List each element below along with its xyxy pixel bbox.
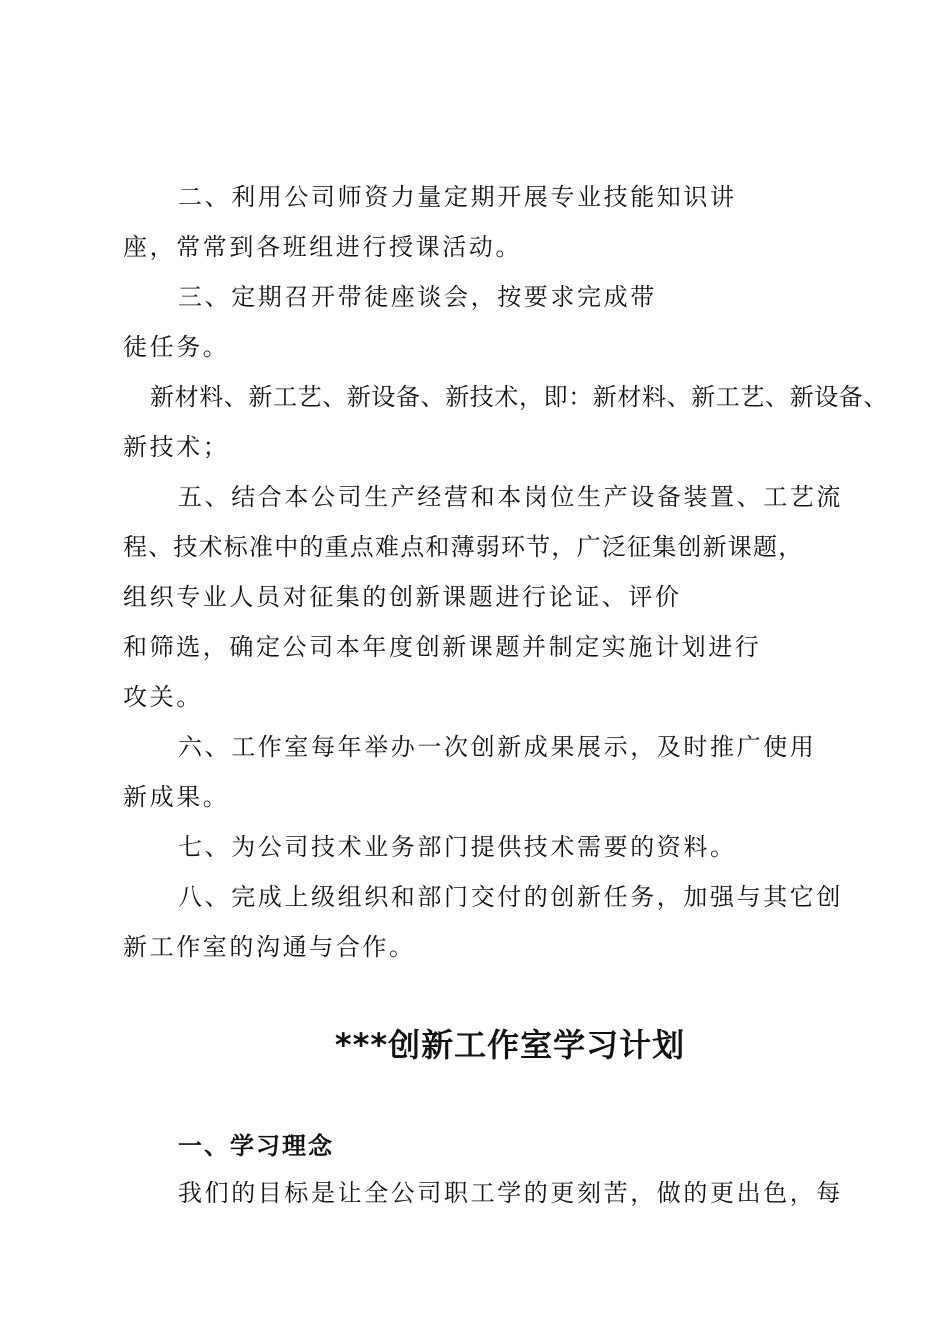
paragraph-8-line-2: 新工作室的沟通与合作。 — [123, 933, 416, 961]
paragraph-6-line-1: 六、工作室每年举办一次创新成果展示，及时推广使用 — [178, 733, 817, 761]
paragraph-3-line-1: 三、定期召开带徒座谈会，按要求完成带 — [178, 283, 657, 311]
paragraph-4-line-1: 新材料、新工艺、新设备、新技术，即：新材料、新工艺、新设备、 — [150, 383, 888, 411]
paragraph-7-line-1: 七、为公司技术业务部门提供技术需要的资料。 — [178, 833, 737, 861]
paragraph-4-line-2: 新技术； — [123, 433, 230, 461]
paragraph-8-line-1: 八、完成上级组织和部门交付的创新任务，加强与其它创 — [178, 883, 843, 911]
section-1-line-1: 我们的目标是让全公司职工学的更刻苦，做的更出色，每 — [178, 1179, 843, 1207]
paragraph-5-line-4: 和筛选，确定公司本年度创新课题并制定实施计划进行 — [123, 633, 762, 661]
paragraph-2-line-2: 座，常常到各班组进行授课活动。 — [123, 233, 522, 261]
paragraph-6-line-2: 新成果。 — [123, 783, 230, 811]
paragraph-5-line-5: 攻关。 — [123, 683, 203, 711]
document-title: ***创新工作室学习计划 — [334, 1026, 686, 1064]
paragraph-5-line-2: 程、技术标准中的重点难点和薄弱环节，广泛征集创新课题， — [123, 533, 804, 561]
paragraph-5-line-1: 五、结合本公司生产经营和本岗位生产设备装置、工艺流 — [178, 483, 843, 511]
paragraph-3-line-2: 徒任务。 — [123, 333, 230, 361]
section-heading: 一、学习理念 — [178, 1132, 334, 1160]
paragraph-2-line-1: 二、利用公司师资力量定期开展专业技能知识讲 — [178, 183, 737, 211]
paragraph-5-line-3: 组织专业人员对征集的创新课题进行论证、评价 — [123, 583, 682, 611]
